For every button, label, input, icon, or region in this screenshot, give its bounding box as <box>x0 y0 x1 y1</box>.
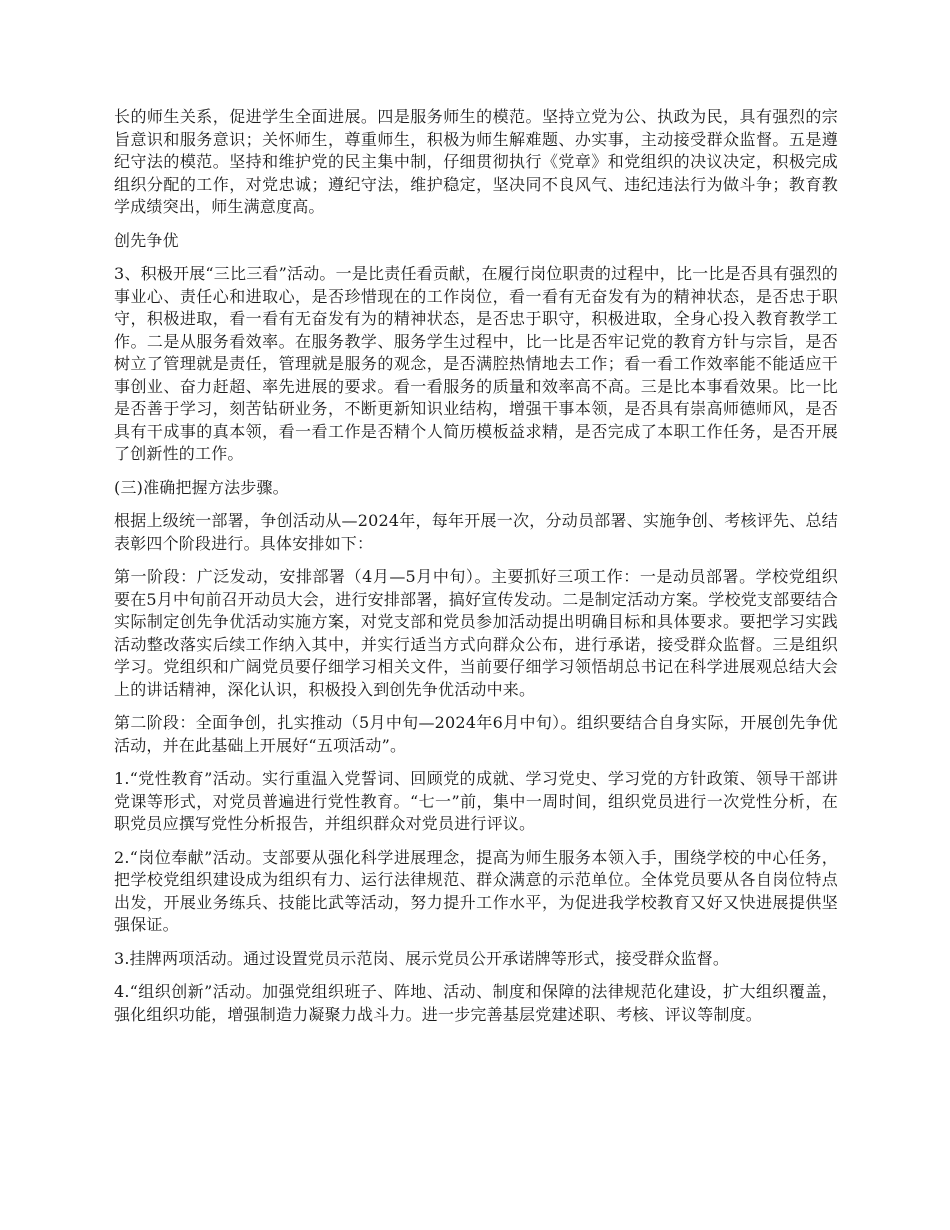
paragraph-item-4: 4.“组织创新”活动。加强党组织班子、阵地、活动、制度和保障的法律规范化建设，扩大组织覆盖，强化组织功能，增强制造力凝聚力战斗力。进一步完善基层党建述职、考核、评议等制度。 <box>114 982 838 1024</box>
paragraph-item-1: 1.“党性教育”活动。实行重温入党誓词、回顾党的成就、学习党史、学习党的方针政策、领导干部讲党课等形式，对党员普遍进行党性教育。“七一”前，集中一周时间，组织党员进行一次党性分析，在职党员应撰写党性分析报告，并组织群众对党员进行评议。 <box>114 769 838 833</box>
paragraph-stage-one: 第一阶段：广泛发动，安排部署（4月—5月中旬）。主要抓好三项工作：一是动员部署。学校党组织要在5月中旬前召开动员大会，进行安排部署，搞好宣传发动。二是制定活动方案。学校党支部要结合实际制定创先争优活动实施方案，对党支部和党员参加活动提出明确目标和具体要求。要把学习实践活动整改落实后续工作纳入其中，并实行适当方式向群众公布，进行承诺，接受群众监督。三是组织学习。党组织和广阔党员要仔细学习相关文件，当前要仔细学习领悟胡总书记在科学进展观总结大会上的讲话精神，深化认识，积极投入到创先争优活动中来。 <box>114 567 838 699</box>
paragraph-schedule-overview: 根据上级统一部署，争创活动从—2024年，每年开展一次，分动员部署、实施争创、考核评先、总结表彰四个阶段进行。具体安排如下： <box>114 511 838 553</box>
section-heading-method-steps: (三)准确把握方法步骤。 <box>114 477 289 497</box>
paragraph-intro: 长的师生关系，促进学生全面进展。四是服务师生的模范。坚持立党为公、执政为民，具有强烈的宗旨意识和服务意识；关怀师生，尊重师生，积极为师生解难题、办实事，主动接受群众监督。五是遵纪守法的模范。坚持和维护党的民主集中制，仔细贯彻执行《党章》和党组织的决议决定，积极完成组织分配的工作，对党忠诚；遵纪守法，维护稳定，坚决同不良风气、违纪违法行为做斗争；教育教学成绩突出，师生满意度高。 <box>114 107 838 216</box>
document-page <box>114 106 838 1037</box>
paragraph-item-3: 3.挂牌两项活动。通过设置党员示范岗、展示党员公开承诺牌等形式，接受群众监督。 <box>114 948 730 968</box>
paragraph-item-2: 2.“岗位奉献”活动。支部要从强化科学进展理念，提高为师生服务本领入手，围绕学校的中心任务，把学校党组织建设成为组织有力、运行法律规范、群众满意的示范单位。全体党员要从各自岗位特点出发，开展业务练兵、技能比武等活动，努力提升工作水平，为促进我学校教育又好又快进展提供坚强保证。 <box>114 847 838 934</box>
section-heading-chuangxian: 创先争优 <box>114 230 179 250</box>
paragraph-stage-two: 第二阶段：全面争创，扎实推动（5月中旬—2024年6月中旬）。组织要结合自身实际，开展创先争优活动，并在此基础上开展好“五项活动”。 <box>114 713 838 755</box>
paragraph-sanbi-sankan: 3、积极开展“三比三看”活动。一是比责任看贡献，在履行岗位职责的过程中，比一比是否具有强烈的事业心、责任心和进取心，是否珍惜现在的工作岗位，看一看有无奋发有为的精神状态，是否忠于职守，积极进取，看一看有无奋发有为的精神状态，是否忠于职守，积极进取，全身心投入教育教学工作。二是从服务看效率。在服务教学、服务学生过程中，比一比是否牢记党的教育方针与宗旨，是否树立了管理就是责任，管理就是服务的观念，是否满腔热情地去工作；看一看工作效率能不能适应干事创业、奋力赶超、率先进展的要求。看一看服务的质量和效率高不高。三是比本事看效果。比一比是否善于学习，刻苦钻研业务，不断更新知识业结构，增强干事本领，是否具有崇高师德师风，是否具有干成事的真本领，看一看工作是否精个人简历模板益求精，是否完成了本职工作任务，是否开展了创新性的工作。 <box>114 264 838 463</box>
